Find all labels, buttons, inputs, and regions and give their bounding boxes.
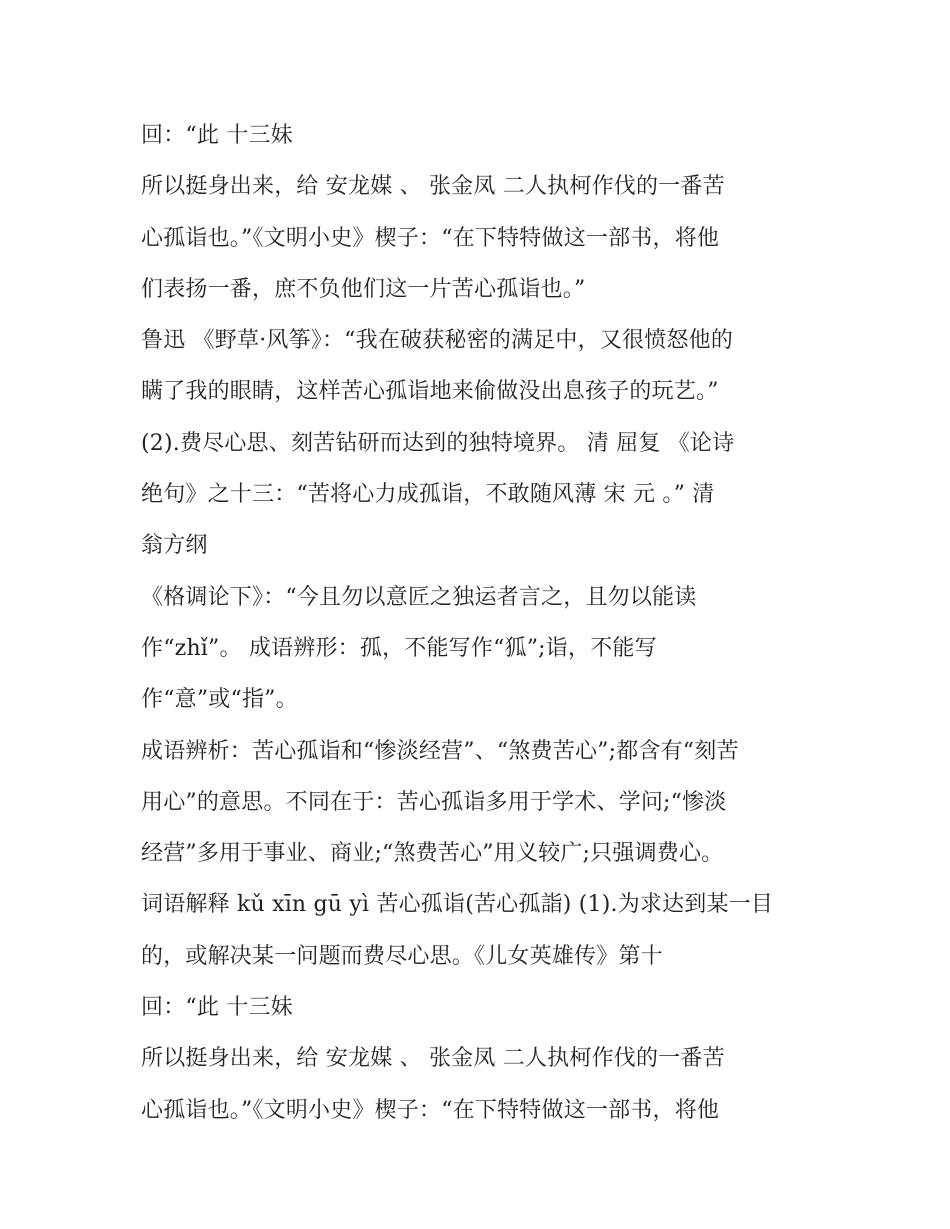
text-line: 瞒了我的眼睛，这样苦心孤诣地来偷做没出息孩子的玩艺。” xyxy=(141,379,719,405)
text-line: (2).费尽心思、刻苦钻研而达到的独特境界。 清 屈复 《论诗 xyxy=(141,430,735,456)
text-line: 回：“此 十三妹 xyxy=(141,995,293,1021)
text-line: 翁方纲 xyxy=(141,533,208,559)
document-body xyxy=(141,110,831,1136)
text-line: 《格调论下》：“今且勿以意匠之独运者言之，且勿以能读 xyxy=(141,584,697,610)
text-line: 用心”的意思。不同在于：苦心孤诣多用于学术、学问;“惨淡 xyxy=(141,789,727,815)
text-line: 绝句》之十三：“苦将心力成孤诣，不敢随风薄 宋 元 。” 清 xyxy=(141,482,715,508)
text-line: 心孤诣也。”《文明小史》楔子：“在下特特做这一部书，将他 xyxy=(141,225,720,251)
text-line: 作“zhǐ”。 成语辨形：孤，不能写作“狐”;诣，不能写 xyxy=(141,635,657,661)
text-line: 所以挺身出来，给 安龙媒 、 张金凤 二人执柯作伐的一番苦 xyxy=(141,174,725,200)
text-line: 们表扬一番，庶不负他们这一片苦心孤诣也。” xyxy=(141,276,586,302)
text-line: 鲁迅 《野草·风筝》：“我在破获秘密的满足中，又很愤怒他的 xyxy=(141,328,734,354)
text-line: 所以挺身出来，给 安龙媒 、 张金凤 二人执柯作伐的一番苦 xyxy=(141,1046,725,1072)
text-line: 经营”多用于事业、商业;“煞费苦心”用义较广;只强调费心。 xyxy=(141,841,724,867)
text-line: 回：“此 十三妹 xyxy=(141,123,293,148)
text-line: 作“意”或“指”。 xyxy=(141,687,298,713)
text-line: 词语解释 kǔ xīn gū yì 苦心孤诣(苦心孤詣) (1).为求达到某一目 xyxy=(141,892,774,918)
text-line: 成语辨析：苦心孤诣和“惨淡经营”、“煞费苦心”;都含有“刻苦 xyxy=(141,738,739,764)
text-line: 心孤诣也。”《文明小史》楔子：“在下特特做这一部书，将他 xyxy=(141,1097,720,1123)
text-line: 的，或解决某一问题而费尽心思。《儿女英雄传》第十 xyxy=(141,943,663,969)
